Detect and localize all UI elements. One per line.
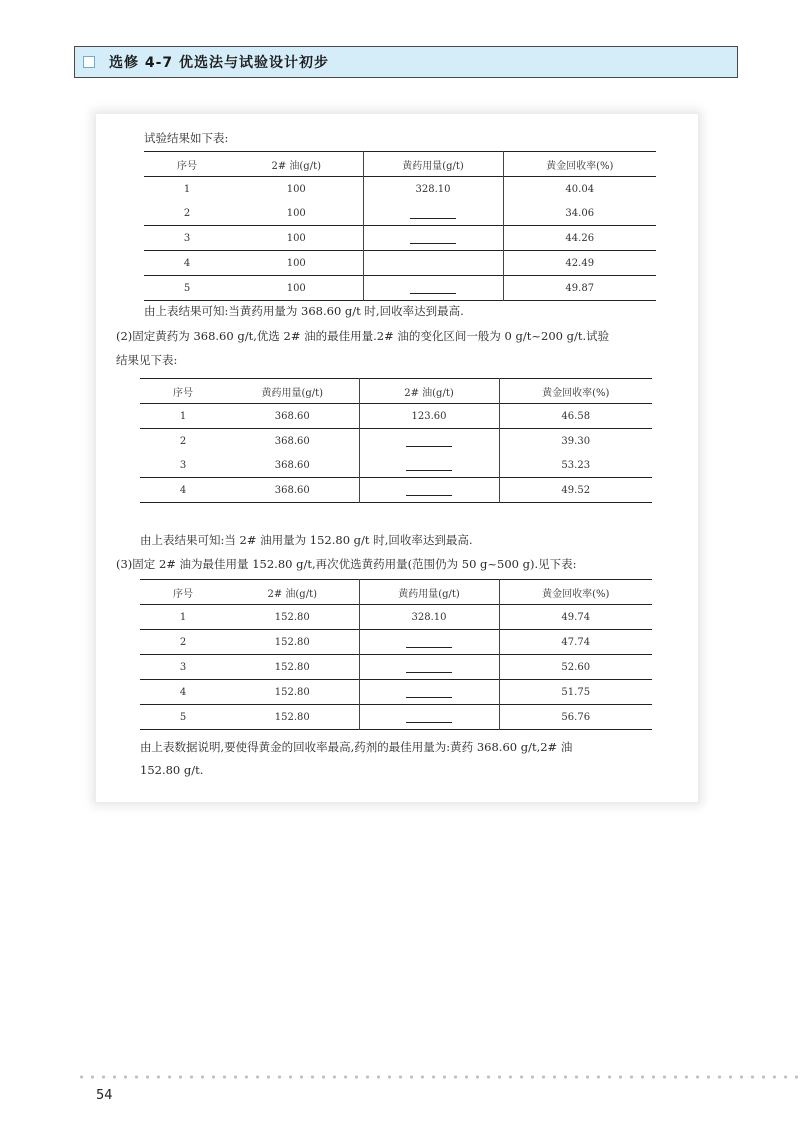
table-header-cell: 2# 油(g/t) — [267, 588, 317, 600]
table-header-cell: 2# 油(g/t) — [271, 160, 321, 172]
table-cell: 368.60 — [274, 459, 310, 471]
table-row — [144, 177, 656, 202]
table-cell: 1 — [179, 611, 187, 623]
answer-blank — [406, 436, 452, 447]
blank-cell — [359, 630, 499, 655]
table-cell: 100 — [286, 207, 306, 219]
table-header-cell: 黄金回收率(%) — [503, 152, 656, 177]
table-row — [144, 226, 656, 251]
blank-cell — [363, 226, 503, 251]
table-header-cell: 黄金回收率(%) — [499, 580, 652, 605]
table-cell: 56.76 — [499, 705, 652, 730]
paragraph-3: 由上表结果可知:当 2# 油用量为 152.80 g/t 时,回收率达到最高. — [140, 533, 473, 547]
blank-cell — [363, 201, 503, 226]
blank-cell — [359, 655, 499, 680]
table-row — [140, 605, 652, 630]
intro-text: 试验结果如下表: — [144, 131, 229, 145]
blank-cell — [359, 680, 499, 705]
table-header-cell: 序号 — [173, 588, 193, 600]
table-row — [140, 404, 652, 429]
blank-cell — [359, 453, 499, 478]
paragraph-4: (3)固定 2# 油为最佳用量 152.80 g/t,再次优选黄药用量(范围仍为 50 g~500 g).见下表: — [116, 557, 577, 571]
blank-cell — [359, 478, 499, 503]
table-cell: 100 — [286, 183, 306, 195]
table-cell: 53.23 — [499, 453, 652, 478]
table-cell: 40.04 — [503, 177, 656, 202]
chapter-title: 选修 4-7 优选法与试验设计初步 — [109, 55, 330, 71]
table-cell: 100 — [286, 232, 306, 244]
table-row — [140, 453, 652, 478]
table-header-row — [140, 580, 652, 605]
table-cell: 4 — [183, 257, 191, 269]
table-cell: 3 — [183, 232, 191, 244]
table-cell: 152.80 — [274, 611, 310, 623]
paragraph-2-line-1: (2)固定黄药为 368.60 g/t,优选 2# 油的最佳用量.2# 油的变化区间一般为 0 g/t~200 g/t.试验 — [116, 329, 610, 343]
table-header-row — [140, 379, 652, 404]
table-header-cell: 黄金回收率(%) — [499, 379, 652, 404]
table-row — [144, 276, 656, 301]
table-header-cell: 序号 — [177, 160, 197, 172]
table-cell: 3 — [179, 459, 187, 471]
table-header-cell: 序号 — [173, 387, 193, 399]
table-cell: 368.60 — [274, 484, 310, 496]
table-cell: 368.60 — [274, 410, 310, 422]
answer-blank — [406, 712, 452, 723]
table-cell: 5 — [179, 711, 187, 723]
table-cell: 328.10 — [363, 177, 503, 202]
paragraph-1: 由上表结果可知:当黄药用量为 368.60 g/t 时,回收率达到最高. — [144, 304, 464, 318]
table-cell: 152.80 — [274, 686, 310, 698]
answer-blank — [410, 208, 456, 219]
results-table-3 — [140, 579, 652, 730]
table-cell: 4 — [179, 686, 187, 698]
table-cell: 100 — [286, 257, 306, 269]
paragraph-5-line-1: 由上表数据说明,要使得黄金的回收率最高,药剂的最佳用量为:黄药 368.60 g/t,2# 油 — [140, 740, 573, 754]
table-row — [144, 251, 656, 276]
table-row — [140, 655, 652, 680]
answer-blank — [406, 460, 452, 471]
table-row — [140, 630, 652, 655]
table-cell: 4 — [179, 484, 187, 496]
results-table-1 — [144, 151, 656, 301]
table-header-cell: 黄药用量(g/t) — [261, 387, 324, 399]
table-cell: 1 — [183, 183, 191, 195]
table-row — [140, 429, 652, 454]
paragraph-2-line-2: 结果见下表: — [116, 353, 178, 367]
table-row — [140, 680, 652, 705]
page-number: 54 — [96, 1088, 113, 1103]
table-cell: 49.74 — [499, 605, 652, 630]
table-cell: 42.49 — [503, 251, 656, 276]
table-cell: 328.10 — [359, 605, 499, 630]
table-cell: 1 — [179, 410, 187, 422]
table-cell: 51.75 — [499, 680, 652, 705]
answer-blank — [406, 485, 452, 496]
table-cell: 5 — [183, 282, 191, 294]
table-header-row — [144, 152, 656, 177]
table-cell: 3 — [179, 661, 187, 673]
content-card — [96, 114, 698, 802]
table-cell: 52.60 — [499, 655, 652, 680]
table-cell: 49.52 — [499, 478, 652, 503]
header-square-icon — [83, 56, 95, 68]
table-cell: 152.80 — [274, 661, 310, 673]
table-cell: 44.26 — [503, 226, 656, 251]
table-cell: 152.80 — [274, 636, 310, 648]
answer-blank — [410, 283, 456, 294]
results-table-2 — [140, 378, 652, 503]
table-cell: 152.80 — [274, 711, 310, 723]
table-cell: 47.74 — [499, 630, 652, 655]
blank-cell — [363, 276, 503, 301]
table-cell: 2 — [179, 435, 187, 447]
footer-dotted-rule — [76, 1075, 800, 1079]
answer-blank — [410, 233, 456, 244]
table-header-cell: 黄药用量(g/t) — [363, 152, 503, 177]
table-cell: 123.60 — [359, 404, 499, 429]
answer-blank — [406, 662, 452, 673]
table-row — [140, 705, 652, 730]
table-cell: 2 — [179, 636, 187, 648]
chapter-header — [74, 46, 738, 78]
blank-cell — [363, 251, 503, 276]
table-cell: 100 — [286, 282, 306, 294]
table-cell: 2 — [183, 207, 191, 219]
table-cell: 49.87 — [503, 276, 656, 301]
answer-blank — [406, 637, 452, 648]
table-row — [140, 478, 652, 503]
table-header-cell: 2# 油(g/t) — [359, 379, 499, 404]
table-cell: 34.06 — [503, 201, 656, 226]
paragraph-5-line-2: 152.80 g/t. — [140, 763, 204, 777]
table-header-cell: 黄药用量(g/t) — [359, 580, 499, 605]
blank-cell — [359, 429, 499, 454]
table-cell: 368.60 — [274, 435, 310, 447]
answer-blank — [406, 687, 452, 698]
table-cell: 39.30 — [499, 429, 652, 454]
table-row — [144, 201, 656, 226]
table-cell: 46.58 — [499, 404, 652, 429]
blank-cell — [359, 705, 499, 730]
